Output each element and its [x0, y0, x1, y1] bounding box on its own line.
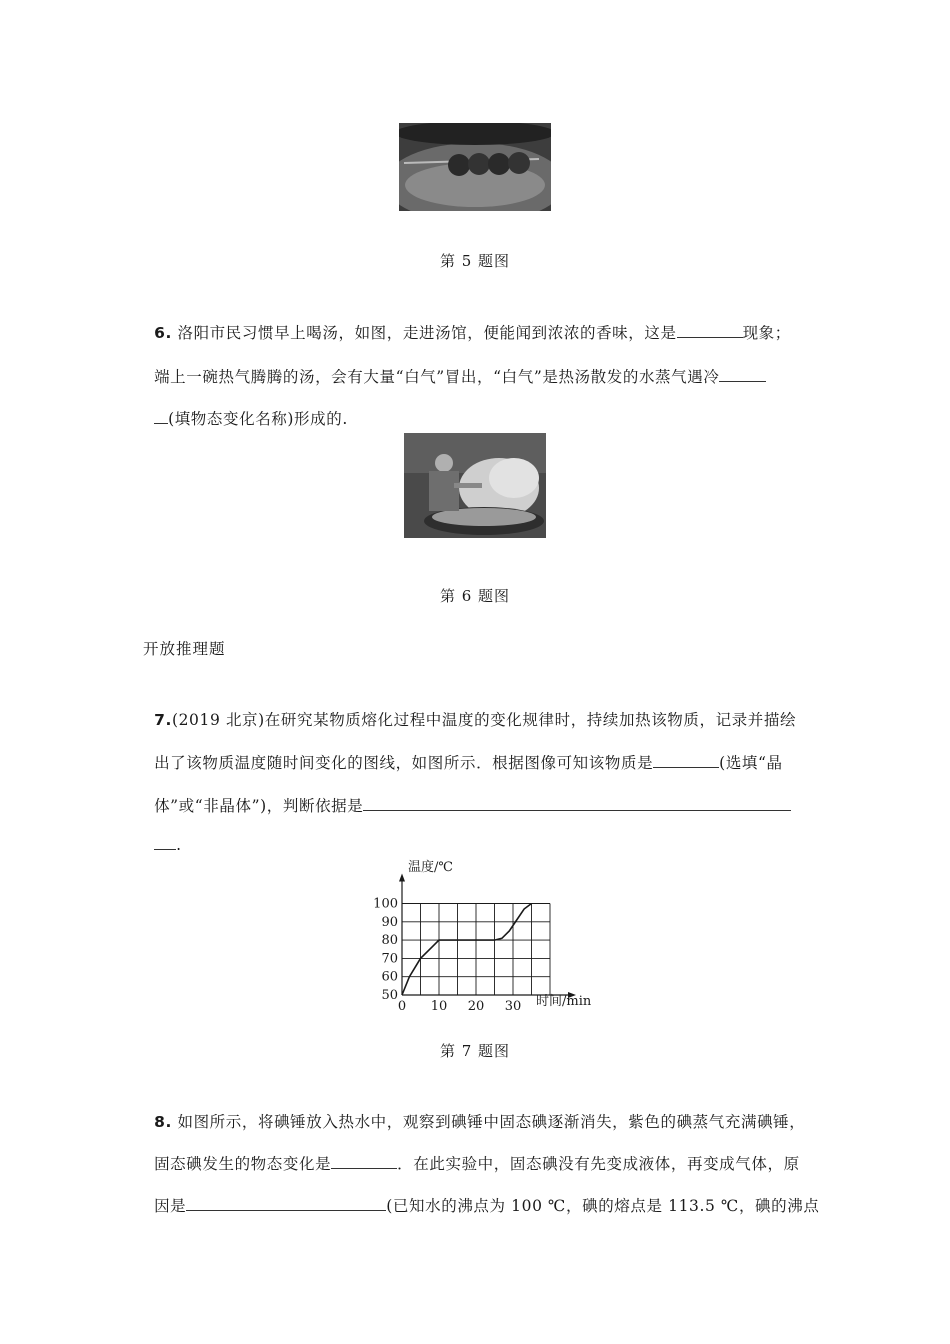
soup-shop-photo-image [404, 433, 546, 538]
q8-blank-1[interactable] [331, 1154, 397, 1169]
q8-text-3b: (已知水的沸点为 100 ℃，碘的熔点是 113.5 ℃，碘的沸点 [386, 1197, 820, 1215]
temperature-time-chart [360, 855, 610, 1015]
q7-number: 7. [154, 711, 172, 729]
q6-text-1b: 现象； [742, 324, 791, 342]
q7-line-1 [143, 690, 796, 730]
q6-line-1 [143, 303, 791, 343]
x-tick-label: 10 [430, 999, 448, 1014]
x-tick-label: 20 [467, 999, 485, 1014]
q6-blank-2a[interactable] [719, 367, 766, 382]
y-tick-label: 90 [381, 914, 398, 930]
figure-5-photo [399, 123, 551, 211]
q6-text-3: (填物态变化名称)形成的. [168, 410, 348, 428]
chart-grid [402, 904, 550, 996]
y-tick-label: 100 [373, 896, 398, 912]
q7-blank-2b[interactable] [154, 835, 176, 850]
q6-blank-2b[interactable] [154, 409, 168, 424]
q7-blank-2a[interactable] [363, 796, 791, 811]
q8-text-2a: 固态碘发生的物态变化是 [154, 1155, 332, 1173]
chart-axes [399, 874, 576, 999]
y-axis-arrow [399, 874, 405, 882]
q7-text-3a: 体”或“非晶体”)，判断依据是 [154, 797, 364, 815]
q8-line-3 [143, 1176, 819, 1216]
q6-text-2: 端上一碗热气腾腾的汤，会有大量“白气”冒出，“白气”是热汤散发的水蒸气遇冷 [154, 368, 720, 386]
q7-line-3 [143, 776, 791, 816]
q8-number: 8. [154, 1113, 172, 1131]
q7-blank-1[interactable] [653, 753, 719, 768]
q6-number: 6. [154, 324, 172, 342]
figure-7-caption: 第 7 题图 [439, 1042, 511, 1060]
y-tick-label: 70 [381, 951, 398, 967]
chart-x-axis-label: 时间/min [536, 994, 592, 1009]
q7-line-4 [143, 817, 182, 854]
q7-text-2a: 出了该物质温度随时间变化的图线，如图所示．根据图像可知该物质是 [154, 754, 654, 772]
q7-text-4: . [176, 836, 182, 854]
x-tick-label: 30 [504, 999, 522, 1014]
q6-line-2 [143, 347, 766, 387]
tanghulu-photo-image [399, 123, 551, 211]
q6-text-1a: 洛阳市民习惯早上喝汤，如图，走进汤馆，便能闻到浓浓的香味，这是 [171, 324, 677, 342]
q7-text-1: (2019 北京)在研究某物质熔化过程中温度的变化规律时，持续加热该物质，记录并描绘 [171, 711, 797, 729]
q8-blank-2[interactable] [186, 1196, 386, 1211]
q6-blank-1[interactable] [677, 323, 743, 338]
y-tick-label: 60 [381, 969, 398, 985]
chart-y-axis-label: 温度/℃ [408, 860, 453, 875]
chart-ticks [373, 897, 521, 1015]
y-tick-label: 80 [381, 933, 398, 949]
figure-5-caption: 第 5 题图 [439, 252, 511, 270]
chart-series-line [402, 904, 532, 996]
figure-6-photo [404, 433, 546, 538]
figure-6-caption: 第 6 题图 [439, 587, 511, 605]
q8-line-2 [143, 1134, 800, 1174]
q8-text-2b: ．在此实验中，固态碘没有先变成液体，再变成气体，原 [397, 1155, 800, 1173]
q8-line-1 [143, 1092, 805, 1132]
section-title: 开放推理题 [143, 640, 226, 658]
q7-line-2 [143, 733, 783, 773]
q6-line-3 [143, 389, 348, 429]
q8-text-3a: 因是 [154, 1197, 187, 1215]
q7-text-2b: (选填“晶 [719, 754, 783, 772]
q8-text-1: 如图所示，将碘锤放入热水中，观察到碘锤中固态碘逐渐消失，紫色的碘蒸气充满碘锤， [171, 1113, 806, 1131]
x-tick-label: 0 [397, 999, 407, 1014]
y-tick-label: 50 [381, 988, 398, 1003]
